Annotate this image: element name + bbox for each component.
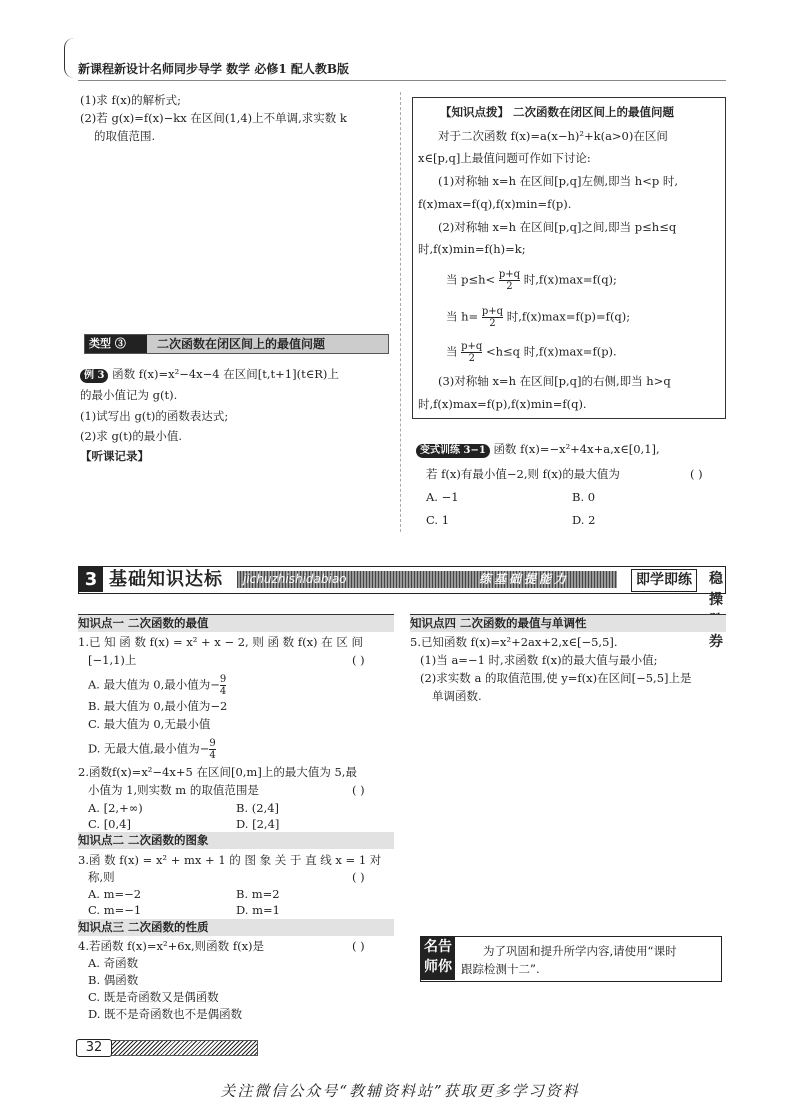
fraction-denominator: 2 — [468, 353, 475, 364]
example-text-2: 的最小值记为 g(t). — [80, 388, 178, 402]
question-4: 4.若函数 f(x)=x²+6x,则函数 f(x)是 — [78, 939, 265, 953]
case-2-text: 当 h= — [446, 309, 479, 324]
problem-part-2: (2)若 g(x)=f(x)−kx 在区间(1,4)上不单调,求实数 k — [80, 111, 347, 125]
option-d — [88, 738, 216, 761]
footer-watermark: 关注微信公众号“教辅资料站”获取更多学习资料 — [220, 1082, 580, 1100]
option-b: B. m=2 — [236, 887, 280, 901]
box-case-2 — [446, 306, 630, 329]
option-c: C. 1 — [426, 513, 450, 527]
question-5: 5.已知函数 f(x)=x²+2ax+2,x∈[−5,5]. — [410, 635, 618, 649]
page-number: 32 — [76, 1039, 112, 1057]
example-text: 函数 f(x)=x²−4x−4 在区间[t,t+1](t∈R)上 — [112, 367, 339, 381]
box-line: (3)对称轴 x=h 在区间[p,q]的右侧,即当 h>q — [438, 374, 671, 388]
variant-badge: 变式训练 3−1 — [416, 444, 490, 458]
question-2-cont: 小值为 1,则实数 m 的取值范围是 — [88, 783, 259, 797]
question-5-part-2: (2)求实数 a 的取值范围,使 y=f(x)在区间[−5,5]上是 — [420, 671, 692, 685]
knowledge-point-4-heading: 知识点四 二次函数的最值与单调性 — [410, 614, 726, 632]
problem-part-1: (1)求 f(x)的解析式; — [80, 93, 182, 107]
variant-question: 函数 f(x)=−x²+4x+a,x∈[0,1], — [493, 442, 660, 456]
teacher-tip-box — [420, 936, 722, 982]
fraction-numerator: p+q — [498, 269, 521, 280]
teacher-tip-line-1: 为了巩固和提升所学内容,请使用“课时 — [483, 944, 677, 958]
option-c: C. 既是奇函数又是偶函数 — [88, 990, 219, 1004]
case-1-result: 时,f(x)max=f(q); — [523, 272, 617, 287]
example-3 — [80, 366, 339, 383]
lecture-notes-label: 【听课记录】 — [80, 449, 149, 463]
section-pill-2: 稳操 券 — [709, 571, 723, 650]
option-b: B. (2,4] — [236, 801, 280, 815]
case-1-text: 当 p≤h< — [446, 272, 496, 287]
fraction-numerator: 9 — [219, 674, 227, 685]
option-a: A. −1 — [426, 490, 459, 504]
variant-training — [416, 441, 660, 458]
option-d: D. 2 — [572, 513, 596, 527]
answer-paren: ( ) — [352, 653, 365, 667]
case-3-result: <h≤q 时,f(x)max=f(p). — [486, 344, 617, 359]
option-a: A. [2,+∞) — [88, 801, 143, 815]
question-1: 1.已 知 函 数 f(x) = x² + x − 2, 则 函 数 f(x) 在 区 间 — [78, 635, 364, 649]
option-c: C. m=−1 — [88, 903, 142, 917]
box-line: x∈[p,q]上最值问题可作如下讨论: — [418, 151, 591, 165]
section-pill-1: 即学即练 — [631, 569, 697, 592]
variant-question-2: 若 f(x)有最小值−2,则 f(x)的最大值为 — [426, 467, 620, 481]
fraction — [209, 738, 215, 761]
question-3: 3.函 数 f(x) = x² + mx + 1 的 图 象 关 于 直 线 x = 1 对 — [78, 853, 382, 867]
problem-part-2-cont: 的取值范围. — [94, 129, 156, 143]
answer-paren: ( ) — [690, 467, 703, 481]
option-d-text: D. 无最大值,最小值为− — [88, 741, 210, 756]
case-2-result: 时,f(x)max=f(p)=f(q); — [506, 309, 631, 324]
fraction-denominator: 2 — [506, 281, 513, 292]
case-3-text: 当 — [446, 344, 458, 359]
fraction — [482, 306, 503, 329]
question-2: 2.函数f(x)=x²−4x+5 在区间[0,m]上的最大值为 5,最 — [78, 765, 357, 779]
option-b: B. 最大值为 0,最小值为−2 — [88, 699, 228, 713]
example-part-1: (1)试写出 g(t)的函数表达式; — [80, 409, 229, 423]
icon-text-top: 名告 — [424, 939, 452, 955]
option-a: A. 奇函数 — [88, 956, 139, 970]
box-line: (2)对称轴 x=h 在区间[p,q]之间,即当 p≤h≤q — [438, 220, 677, 234]
option-c: C. 最大值为 0,无最小值 — [88, 717, 211, 731]
fraction — [461, 341, 482, 364]
teacher-tip-icon — [421, 937, 455, 980]
box-case-1 — [446, 269, 617, 292]
example-badge: 例 3 — [80, 369, 108, 383]
fraction-numerator: p+q — [481, 306, 504, 317]
option-d: D. m=1 — [236, 903, 280, 917]
option-a-text: A. 最大值为 0,最小值为− — [88, 677, 220, 692]
section-pinyin: jichuzhishidabiao — [243, 572, 347, 586]
box-case-3 — [446, 341, 617, 364]
box-line: (1)对称轴 x=h 在区间[p,q]左侧,即当 h<p 时, — [438, 174, 679, 188]
box-line: f(x)max=f(q),f(x)min=f(p). — [418, 197, 572, 211]
fraction-numerator: 9 — [209, 738, 216, 749]
section-number: 3 — [79, 567, 103, 592]
column-divider — [400, 92, 401, 532]
option-b: B. 偶函数 — [88, 973, 139, 987]
fraction — [220, 674, 226, 697]
answer-paren: ( ) — [352, 939, 365, 953]
box-line: 时,f(x)min=f(h)=k; — [418, 242, 526, 256]
option-d: D. 既不是奇函数也不是偶函数 — [88, 1007, 243, 1021]
answer-paren: ( ) — [352, 783, 365, 797]
header-brace — [64, 38, 79, 78]
type-3-banner — [84, 334, 389, 354]
fraction-denominator: 4 — [209, 750, 216, 761]
option-c: C. [0,4] — [88, 817, 131, 831]
option-a — [88, 674, 226, 697]
answer-paren: ( ) — [352, 870, 365, 884]
header-rule — [78, 80, 726, 81]
example-part-2: (2)求 g(t)的最小值. — [80, 429, 183, 443]
question-5-part-1: (1)当 a=−1 时,求函数 f(x)的最大值与最小值; — [420, 653, 658, 667]
question-3-cont: 称,则 — [88, 870, 115, 884]
knowledge-point-1-heading: 知识点一 二次函数的最值 — [78, 614, 394, 632]
knowledge-box — [412, 97, 726, 419]
icon-text-bottom: 师你 — [424, 959, 452, 975]
type-tag: 类型 ③ — [85, 335, 147, 353]
knowledge-point-2-heading: 知识点二 二次函数的图象 — [78, 832, 394, 849]
box-line: 对于二次函数 f(x)=a(x−h)²+k(a>0)在区间 — [438, 129, 668, 143]
option-a: A. m=−2 — [88, 887, 142, 901]
teacher-tip-line-2: 跟踪检测十二”. — [461, 962, 540, 976]
knowledge-point-3-heading: 知识点三 二次函数的性质 — [78, 919, 394, 936]
section-title: 基础知识达标 — [109, 569, 223, 590]
type-title: 二次函数在闭区间上的最值问题 — [157, 337, 326, 351]
section-slogan: 练基础提能力 — [479, 572, 570, 586]
fraction — [499, 269, 520, 292]
question-1-cont: [−1,1)上 — [88, 653, 137, 667]
question-5-part-2-cont: 单调函数. — [432, 689, 482, 703]
fraction-numerator: p+q — [461, 341, 483, 352]
box-line: 时,f(x)max=f(p),f(x)min=f(q). — [418, 397, 587, 411]
option-d: D. [2,4] — [236, 817, 280, 831]
fraction-denominator: 2 — [489, 318, 496, 329]
option-b: B. 0 — [572, 490, 596, 504]
knowledge-box-title: 【知识点拨】 二次函数在闭区间上的最值问题 — [440, 105, 675, 119]
fraction-denominator: 4 — [219, 686, 227, 697]
page-header: 新课程新设计名师同步导学 数学 必修1 配人教B版 — [78, 62, 350, 76]
